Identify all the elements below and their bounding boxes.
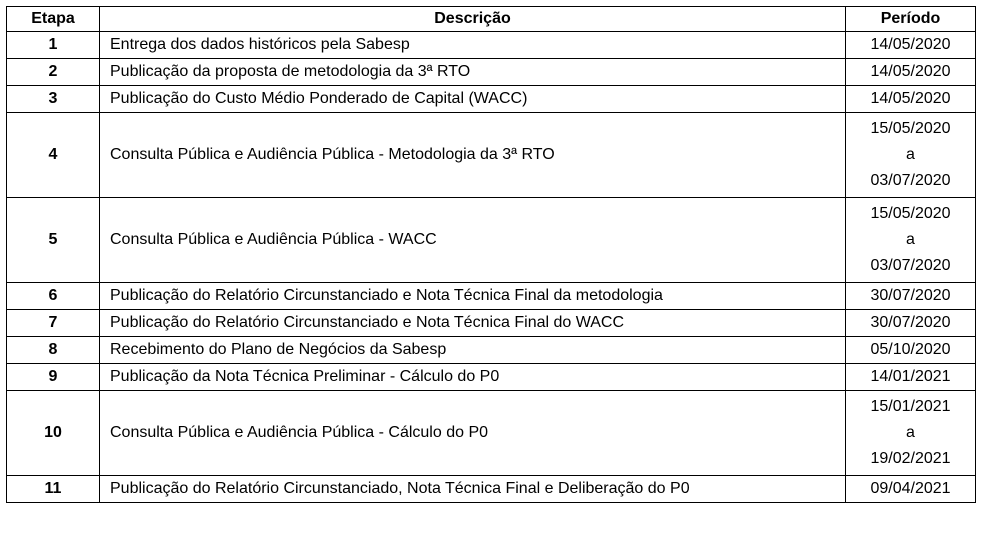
table-body xyxy=(7,32,976,503)
header-etapa: Etapa xyxy=(7,7,100,32)
cell-etapa: 8 xyxy=(7,337,100,364)
periodo-line: 15/01/2021 xyxy=(870,398,951,415)
cell-descricao: Publicação do Relatório Circunstanciado e Nota Técnica Final da metodologia xyxy=(100,283,846,310)
cell-etapa: 1 xyxy=(7,32,100,59)
cell-descricao: Publicação do Relatório Circunstanciado, Nota Técnica Final e Deliberação do P0 xyxy=(100,476,846,503)
periodo-line: 15/05/2020 xyxy=(870,205,951,222)
periodo-line: 03/07/2020 xyxy=(870,172,951,189)
table-row xyxy=(7,476,976,503)
table-row xyxy=(7,32,976,59)
periodo-line: 09/04/2021 xyxy=(870,480,951,497)
table-row xyxy=(7,113,976,198)
table-row xyxy=(7,391,976,476)
cell-etapa: 4 xyxy=(7,113,100,198)
cell-etapa: 3 xyxy=(7,86,100,113)
cell-periodo xyxy=(846,476,976,503)
header-row xyxy=(7,7,976,32)
table-row xyxy=(7,59,976,86)
periodo-line: 15/05/2020 xyxy=(870,120,951,137)
cell-etapa: 7 xyxy=(7,310,100,337)
cell-periodo xyxy=(846,32,976,59)
table-row xyxy=(7,198,976,283)
table-row xyxy=(7,310,976,337)
table-header xyxy=(7,7,976,32)
cell-descricao: Publicação da Nota Técnica Preliminar - Cálculo do P0 xyxy=(100,364,846,391)
cell-descricao: Publicação da proposta de metodologia da 3ª RTO xyxy=(100,59,846,86)
periodo-line: 14/05/2020 xyxy=(870,36,951,53)
cell-periodo xyxy=(846,364,976,391)
cell-periodo xyxy=(846,310,976,337)
cell-periodo xyxy=(846,113,976,198)
cell-descricao: Consulta Pública e Audiência Pública - Metodologia da 3ª RTO xyxy=(100,113,846,198)
periodo-line: 30/07/2020 xyxy=(870,314,951,331)
schedule-table-container xyxy=(6,6,976,503)
periodo-line: a xyxy=(906,424,915,441)
cell-periodo xyxy=(846,337,976,364)
cell-periodo xyxy=(846,86,976,113)
periodo-line: 05/10/2020 xyxy=(870,341,951,358)
table-row xyxy=(7,86,976,113)
cell-etapa: 11 xyxy=(7,476,100,503)
cell-periodo xyxy=(846,198,976,283)
header-periodo: Período xyxy=(846,7,976,32)
periodo-line: 03/07/2020 xyxy=(870,257,951,274)
table-row xyxy=(7,283,976,310)
table-row xyxy=(7,364,976,391)
cell-etapa: 6 xyxy=(7,283,100,310)
cell-etapa: 2 xyxy=(7,59,100,86)
cell-periodo xyxy=(846,391,976,476)
periodo-line: 14/05/2020 xyxy=(870,63,951,80)
cell-etapa: 10 xyxy=(7,391,100,476)
header-descricao: Descrição xyxy=(100,7,846,32)
periodo-line: 14/01/2021 xyxy=(870,368,951,385)
cell-periodo xyxy=(846,59,976,86)
cell-descricao: Recebimento do Plano de Negócios da Sabesp xyxy=(100,337,846,364)
cell-periodo xyxy=(846,283,976,310)
periodo-line: a xyxy=(906,146,915,163)
cell-descricao: Consulta Pública e Audiência Pública - Cálculo do P0 xyxy=(100,391,846,476)
cell-descricao: Publicação do Relatório Circunstanciado e Nota Técnica Final do WACC xyxy=(100,310,846,337)
periodo-line: 19/02/2021 xyxy=(870,450,951,467)
cell-etapa: 9 xyxy=(7,364,100,391)
periodo-line: 14/05/2020 xyxy=(870,90,951,107)
periodo-line: 30/07/2020 xyxy=(870,287,951,304)
cell-descricao: Entrega dos dados históricos pela Sabesp xyxy=(100,32,846,59)
cell-descricao: Consulta Pública e Audiência Pública - WACC xyxy=(100,198,846,283)
table-row xyxy=(7,337,976,364)
cell-etapa: 5 xyxy=(7,198,100,283)
cell-descricao: Publicação do Custo Médio Ponderado de Capital (WACC) xyxy=(100,86,846,113)
schedule-table xyxy=(6,6,976,503)
periodo-line: a xyxy=(906,231,915,248)
